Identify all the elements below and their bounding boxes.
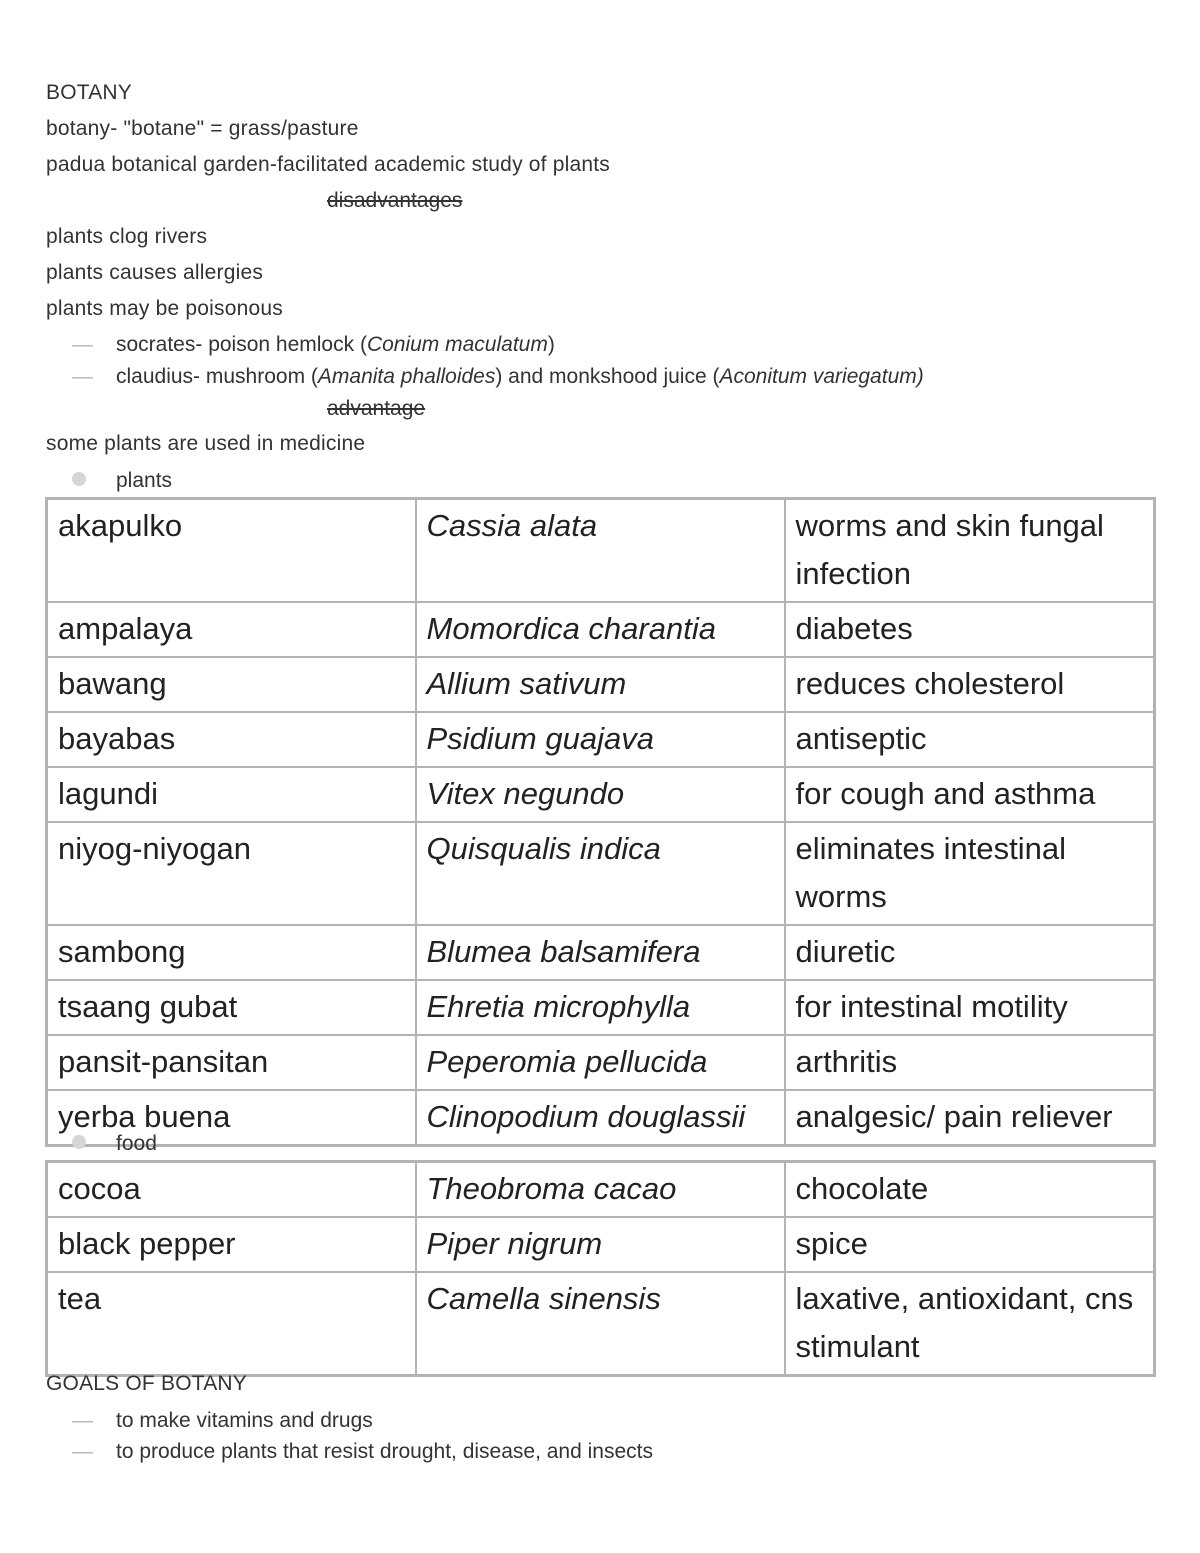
- use-cell: diuretic: [785, 925, 1155, 980]
- disadvantage-item: plants causes allergies: [46, 261, 264, 284]
- use-cell: chocolate: [785, 1162, 1155, 1218]
- common-name-cell: tsaang gubat: [47, 980, 416, 1035]
- scientific-name-cell: Momordica charantia: [416, 602, 785, 657]
- bullet-icon: [72, 472, 86, 486]
- advantage-line: some plants are used in medicine: [46, 432, 366, 455]
- scientific-name-cell: Theobroma cacao: [416, 1162, 785, 1218]
- disadvantages-heading: disadvantages: [327, 189, 463, 212]
- use-cell: worms and skin fungal infection: [785, 499, 1155, 603]
- dash-icon: —: [72, 365, 93, 388]
- goals-heading: GOALS OF BOTANY: [46, 1372, 247, 1395]
- common-name-cell: bawang: [47, 657, 416, 712]
- scientific-name-cell: Piper nigrum: [416, 1217, 785, 1272]
- common-name-cell: akapulko: [47, 499, 416, 603]
- table-row: [47, 1035, 1155, 1090]
- dash-icon: —: [72, 1440, 93, 1463]
- use-cell: arthritis: [785, 1035, 1155, 1090]
- common-name-cell: yerba buena: [47, 1090, 416, 1146]
- table-row: [47, 980, 1155, 1035]
- table-row: [47, 1162, 1155, 1218]
- scientific-name-cell: Quisqualis indica: [416, 822, 785, 925]
- medicine-table: [45, 497, 1156, 1147]
- table-row: [47, 712, 1155, 767]
- padua-garden-line: padua botanical garden-facilitated academic study of plants: [46, 153, 610, 176]
- table-row: [47, 657, 1155, 712]
- use-cell: analgesic/ pain reliever: [785, 1090, 1155, 1146]
- bullet-plants: plants: [72, 467, 172, 495]
- bullet-icon: [72, 1135, 86, 1149]
- scientific-name-cell: Clinopodium douglassii: [416, 1090, 785, 1146]
- table-row: [47, 822, 1155, 925]
- goal-item: — to make vitamins and drugs: [72, 1407, 373, 1435]
- scientific-name-cell: Blumea balsamifera: [416, 925, 785, 980]
- common-name-cell: cocoa: [47, 1162, 416, 1218]
- goal-item: — to produce plants that resist drought, disease, and insects: [72, 1438, 653, 1466]
- doc-title: BOTANY: [46, 81, 132, 104]
- table-row: [47, 1090, 1155, 1146]
- use-cell: eliminates intestinal worms: [785, 822, 1155, 925]
- table-row: [47, 1217, 1155, 1272]
- common-name-cell: pansit-pansitan: [47, 1035, 416, 1090]
- common-name-cell: lagundi: [47, 767, 416, 822]
- poison-example-socrates: — socrates- poison hemlock (Conium maculatum): [72, 331, 555, 359]
- botany-definition: botany- "botane" = grass/pasture: [46, 117, 359, 140]
- scientific-name-cell: Camella sinensis: [416, 1272, 785, 1376]
- poison-example-claudius: — claudius- mushroom (Amanita phalloides) and monkshood juice (Aconitum variegatum): [72, 363, 924, 391]
- common-name-cell: ampalaya: [47, 602, 416, 657]
- scientific-name-cell: Ehretia microphylla: [416, 980, 785, 1035]
- food-table: [45, 1160, 1156, 1377]
- bullet-food: food: [72, 1130, 157, 1158]
- use-cell: antiseptic: [785, 712, 1155, 767]
- scientific-name-cell: Allium sativum: [416, 657, 785, 712]
- common-name-cell: tea: [47, 1272, 416, 1376]
- table-row: [47, 1272, 1155, 1376]
- dash-icon: —: [72, 1409, 93, 1432]
- scientific-name-cell: Psidium guajava: [416, 712, 785, 767]
- use-cell: diabetes: [785, 602, 1155, 657]
- common-name-cell: black pepper: [47, 1217, 416, 1272]
- use-cell: spice: [785, 1217, 1155, 1272]
- table-row: [47, 602, 1155, 657]
- use-cell: reduces cholesterol: [785, 657, 1155, 712]
- common-name-cell: sambong: [47, 925, 416, 980]
- advantage-heading: advantage: [327, 397, 426, 420]
- scientific-name-cell: Vitex negundo: [416, 767, 785, 822]
- use-cell: for intestinal motility: [785, 980, 1155, 1035]
- common-name-cell: bayabas: [47, 712, 416, 767]
- disadvantage-item: plants may be poisonous: [46, 297, 283, 320]
- common-name-cell: niyog-niyogan: [47, 822, 416, 925]
- dash-icon: —: [72, 333, 93, 356]
- use-cell: laxative, antioxidant, cns stimulant: [785, 1272, 1155, 1376]
- table-row: [47, 767, 1155, 822]
- use-cell: for cough and asthma: [785, 767, 1155, 822]
- table-row: [47, 925, 1155, 980]
- table-row: [47, 499, 1155, 603]
- disadvantage-item: plants clog rivers: [46, 225, 208, 248]
- scientific-name-cell: Peperomia pellucida: [416, 1035, 785, 1090]
- scientific-name-cell: Cassia alata: [416, 499, 785, 603]
